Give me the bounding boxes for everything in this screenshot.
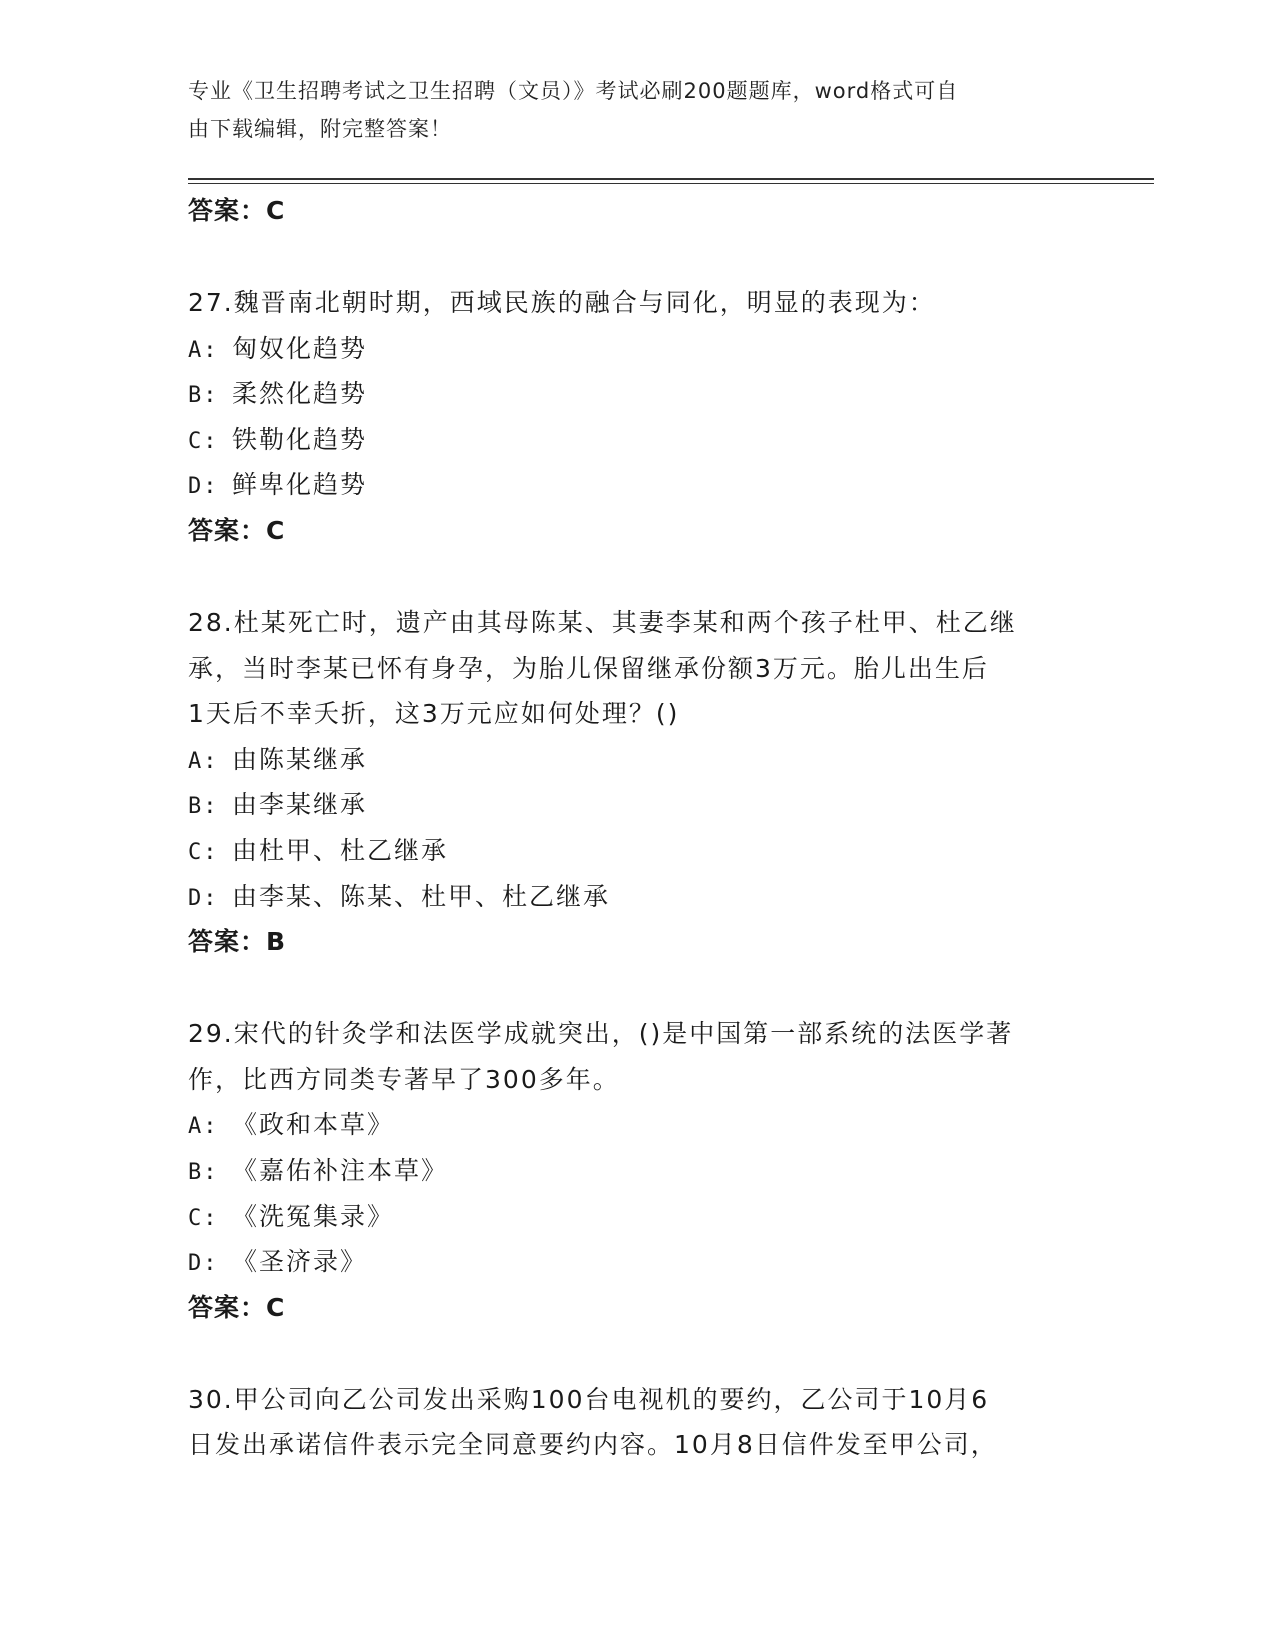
stem-line: 28.杜某死亡时，遗产由其母陈某、其妻李某和两个孩子杜甲、杜乙继: [188, 607, 1017, 637]
question-block: [188, 1011, 1088, 1331]
answer-line: 答案：B: [188, 927, 287, 957]
header-line-2: 由下载编辑，附完整答案！: [188, 117, 452, 141]
stem-line: 日发出承诺信件表示完全同意要约内容。10月8日信件发至甲公司，: [188, 1430, 998, 1460]
option-key: B:: [188, 794, 219, 820]
option-text: 由陈某继承: [232, 744, 368, 774]
option-key: A:: [188, 1114, 219, 1140]
option-key: C:: [188, 1205, 219, 1231]
question-stem: [188, 600, 1088, 737]
option-key: D:: [188, 1251, 219, 1277]
stem-line: 30.甲公司向乙公司发出采购100台电视机的要约，乙公司于10月6: [188, 1384, 990, 1414]
option-a: [188, 326, 1088, 372]
option-a: [188, 1102, 1088, 1148]
option-d: [188, 874, 1088, 920]
question-stem: [188, 1011, 1088, 1102]
option-c: [188, 1194, 1088, 1240]
option-c: [188, 828, 1088, 874]
answer-line: 答案：C: [188, 196, 286, 225]
option-text: 《圣济录》: [232, 1247, 368, 1277]
answer-line: 答案：C: [188, 1292, 286, 1322]
question-block: [188, 280, 1088, 554]
option-text: 由杜甲、杜乙继承: [232, 835, 449, 865]
option-text: 《政和本草》: [232, 1110, 395, 1140]
question-block: [188, 600, 1088, 965]
option-key: D:: [188, 474, 219, 500]
option-text: 柔然化趋势: [232, 379, 368, 409]
option-key: B:: [188, 1159, 219, 1185]
option-c: [188, 417, 1088, 463]
stem-line: 29.宋代的针灸学和法医学成就突出，()是中国第一部系统的法医学著: [188, 1019, 1014, 1049]
option-b: [188, 782, 1088, 828]
header-divider: [188, 178, 1154, 180]
option-text: 匈奴化趋势: [232, 333, 368, 363]
stem-line: 1天后不幸夭折，这3万元应如何处理？(): [188, 699, 680, 729]
option-d: [188, 1239, 1088, 1285]
header-divider-thin: [188, 183, 1154, 184]
question-block: [188, 1377, 1088, 1468]
option-key: A:: [188, 748, 219, 774]
option-b: [188, 1148, 1088, 1194]
stem-line: 作，比西方同类专著早了300多年。: [188, 1064, 620, 1094]
option-text: 《嘉佑补注本草》: [232, 1155, 449, 1185]
page-header: [188, 72, 1068, 148]
question-list: [188, 188, 1088, 1468]
header-line-1: 专业《卫生招聘考试之卫生招聘（文员）》考试必刷200题题库，word格式可自: [188, 79, 959, 103]
option-d: [188, 462, 1088, 508]
option-text: 由李某继承: [232, 790, 368, 820]
option-key: C:: [188, 428, 219, 454]
option-a: [188, 737, 1088, 783]
option-text: 鲜卑化趋势: [232, 470, 368, 500]
stem-line: 27.魏晋南北朝时期，西域民族的融合与同化，明显的表现为：: [188, 288, 936, 317]
question-stem: [188, 280, 1088, 326]
option-key: D:: [188, 885, 219, 911]
option-key: B:: [188, 383, 219, 409]
question-stem: [188, 1377, 1088, 1468]
answer-line: 答案：C: [188, 515, 286, 545]
option-text: 由李某、陈某、杜甲、杜乙继承: [232, 881, 611, 911]
stem-line: 承，当时李某已怀有身孕，为胎儿保留继承份额3万元。胎儿出生后: [188, 653, 989, 683]
option-text: 铁勒化趋势: [232, 424, 368, 454]
option-key: A:: [188, 337, 219, 363]
option-b: [188, 371, 1088, 417]
option-key: C:: [188, 839, 219, 865]
option-text: 《洗冤集录》: [232, 1201, 395, 1231]
